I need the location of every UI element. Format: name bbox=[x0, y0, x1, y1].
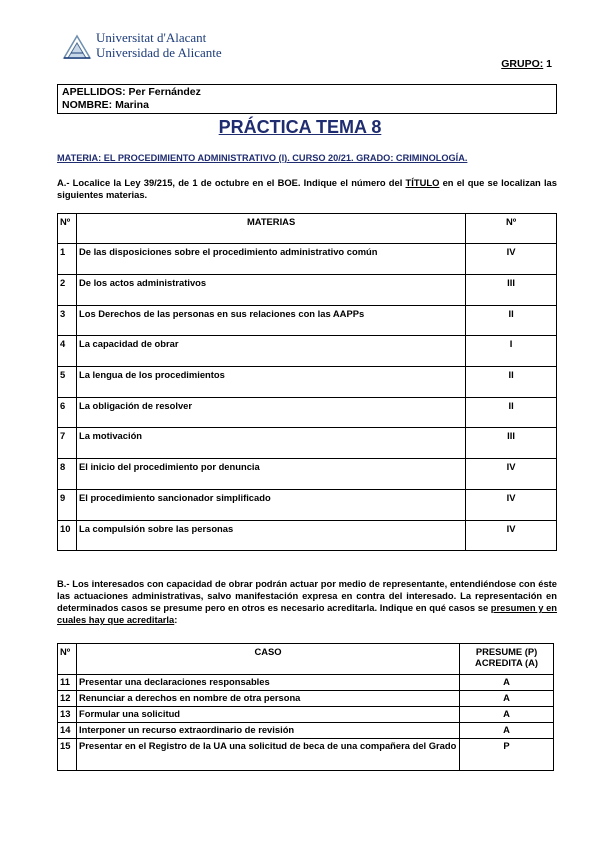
row-caso: Renunciar a derechos en nombre de otra persona bbox=[76, 691, 459, 707]
table-header-row bbox=[58, 214, 557, 244]
page-title: PRÁCTICA TEMA 8 bbox=[218, 117, 382, 137]
row-titulo: IV bbox=[466, 244, 557, 275]
header-presume-acredita: PRESUME (P) ACREDITA (A) bbox=[460, 644, 554, 675]
header-num: Nº bbox=[58, 644, 77, 675]
section-b-intro-text-2: : bbox=[174, 614, 178, 625]
row-materia: De los actos administrativos bbox=[76, 275, 465, 306]
section-a-intro-text-1: A.- Localice la Ley 39/215, de 1 de octubre en el BOE. Indique el número del bbox=[57, 177, 406, 188]
section-b-intro-text-1: B.- Los interesados con capacidad de obrar podrán actuar por medio de representante, entendiéndose con éste las actuaciones administrativas, salvo manifestación expresa en contra del interesado. La representación en determinados casos se presume pero en otros es necesario acreditarla. Indique en qué casos se bbox=[57, 578, 557, 613]
row-titulo: II bbox=[466, 397, 557, 428]
header-titulo: Nº bbox=[466, 214, 557, 244]
document-header bbox=[62, 28, 552, 73]
header-caso: CASO bbox=[76, 644, 459, 675]
header-num: Nº bbox=[58, 214, 77, 244]
row-materia: De las disposiciones sobre el procedimiento administrativo común bbox=[76, 244, 465, 275]
table-row bbox=[58, 675, 554, 691]
row-number: 8 bbox=[58, 459, 77, 490]
table-row bbox=[58, 397, 557, 428]
row-number: 2 bbox=[58, 275, 77, 306]
table-row bbox=[58, 305, 557, 336]
casos-table bbox=[57, 643, 554, 771]
university-name-ca: Universitat d'Alacant bbox=[96, 30, 207, 45]
row-caso: Presentar una declaraciones responsables bbox=[76, 675, 459, 691]
row-materia: Los Derechos de las personas en sus relaciones con las AAPPs bbox=[76, 305, 465, 336]
table-header-row bbox=[58, 644, 554, 675]
row-number: 1 bbox=[58, 244, 77, 275]
row-number: 4 bbox=[58, 336, 77, 367]
row-materia: La lengua de los procedimientos bbox=[76, 367, 465, 398]
row-caso: Presentar en el Registro de la UA una solicitud de beca de una compañera del Grado bbox=[76, 739, 459, 771]
row-valor: A bbox=[460, 723, 554, 739]
row-titulo: IV bbox=[466, 459, 557, 490]
row-titulo: I bbox=[466, 336, 557, 367]
table-row bbox=[58, 367, 557, 398]
row-caso: Formular una solicitud bbox=[76, 707, 459, 723]
row-materia: La motivación bbox=[76, 428, 465, 459]
row-materia: La capacidad de obrar bbox=[76, 336, 465, 367]
row-number: 9 bbox=[58, 489, 77, 520]
student-id-box bbox=[57, 84, 557, 114]
university-logo-icon bbox=[62, 32, 92, 62]
row-valor: A bbox=[460, 707, 554, 723]
grupo-value: 1 bbox=[546, 58, 552, 70]
row-number: 6 bbox=[58, 397, 77, 428]
row-materia: El procedimiento sancionador simplificado bbox=[76, 489, 465, 520]
row-titulo: IV bbox=[466, 520, 557, 551]
row-materia: El inicio del procedimiento por denuncia bbox=[76, 459, 465, 490]
row-number: 11 bbox=[58, 675, 77, 691]
table-row bbox=[58, 691, 554, 707]
row-titulo: III bbox=[466, 275, 557, 306]
section-a-intro bbox=[57, 177, 557, 201]
table-row bbox=[58, 520, 557, 551]
row-valor: P bbox=[460, 739, 554, 771]
grupo bbox=[501, 58, 552, 70]
table-row bbox=[58, 459, 557, 490]
grupo-label: GRUPO: bbox=[501, 58, 544, 70]
row-materia: La compulsión sobre las personas bbox=[76, 520, 465, 551]
table-row bbox=[58, 275, 557, 306]
row-valor: A bbox=[460, 675, 554, 691]
table-row bbox=[58, 739, 554, 771]
materia-line: MATERIA: EL PROCEDIMIENTO ADMINISTRATIVO (I). CURSO 20/21. GRADO: CRIMINOLOGÍA. bbox=[57, 153, 468, 163]
table-row bbox=[58, 428, 557, 459]
table-row bbox=[58, 707, 554, 723]
row-titulo: III bbox=[466, 428, 557, 459]
row-number: 12 bbox=[58, 691, 77, 707]
row-number: 3 bbox=[58, 305, 77, 336]
table-row bbox=[58, 244, 557, 275]
row-number: 14 bbox=[58, 723, 77, 739]
row-number: 15 bbox=[58, 739, 77, 771]
row-caso: Interponer un recurso extraordinario de revisión bbox=[76, 723, 459, 739]
row-number: 5 bbox=[58, 367, 77, 398]
university-name-es: Universidad de Alicante bbox=[96, 45, 222, 60]
header-materias: MATERIAS bbox=[76, 214, 465, 244]
section-a-intro-text-2: en el que se localizan las siguientes materias. bbox=[57, 177, 557, 200]
section-b-intro-underlined: presumen y en cuales hay que acreditarla bbox=[57, 602, 558, 625]
row-number: 7 bbox=[58, 428, 77, 459]
row-titulo: IV bbox=[466, 489, 557, 520]
row-titulo: II bbox=[466, 367, 557, 398]
row-titulo: II bbox=[466, 305, 557, 336]
row-materia: La obligación de resolver bbox=[76, 397, 465, 428]
student-apellidos: APELLIDOS: Per Fernández bbox=[62, 86, 201, 98]
row-valor: A bbox=[460, 691, 554, 707]
table-row bbox=[58, 489, 557, 520]
university-name bbox=[96, 30, 222, 60]
row-number: 13 bbox=[58, 707, 77, 723]
row-number: 10 bbox=[58, 520, 77, 551]
student-nombre: NOMBRE: Marina bbox=[62, 99, 149, 111]
table-row bbox=[58, 336, 557, 367]
section-b-intro bbox=[57, 578, 557, 626]
table-row bbox=[58, 723, 554, 739]
section-a-intro-underlined: TÍTULO bbox=[405, 177, 440, 188]
materias-table bbox=[57, 213, 557, 551]
